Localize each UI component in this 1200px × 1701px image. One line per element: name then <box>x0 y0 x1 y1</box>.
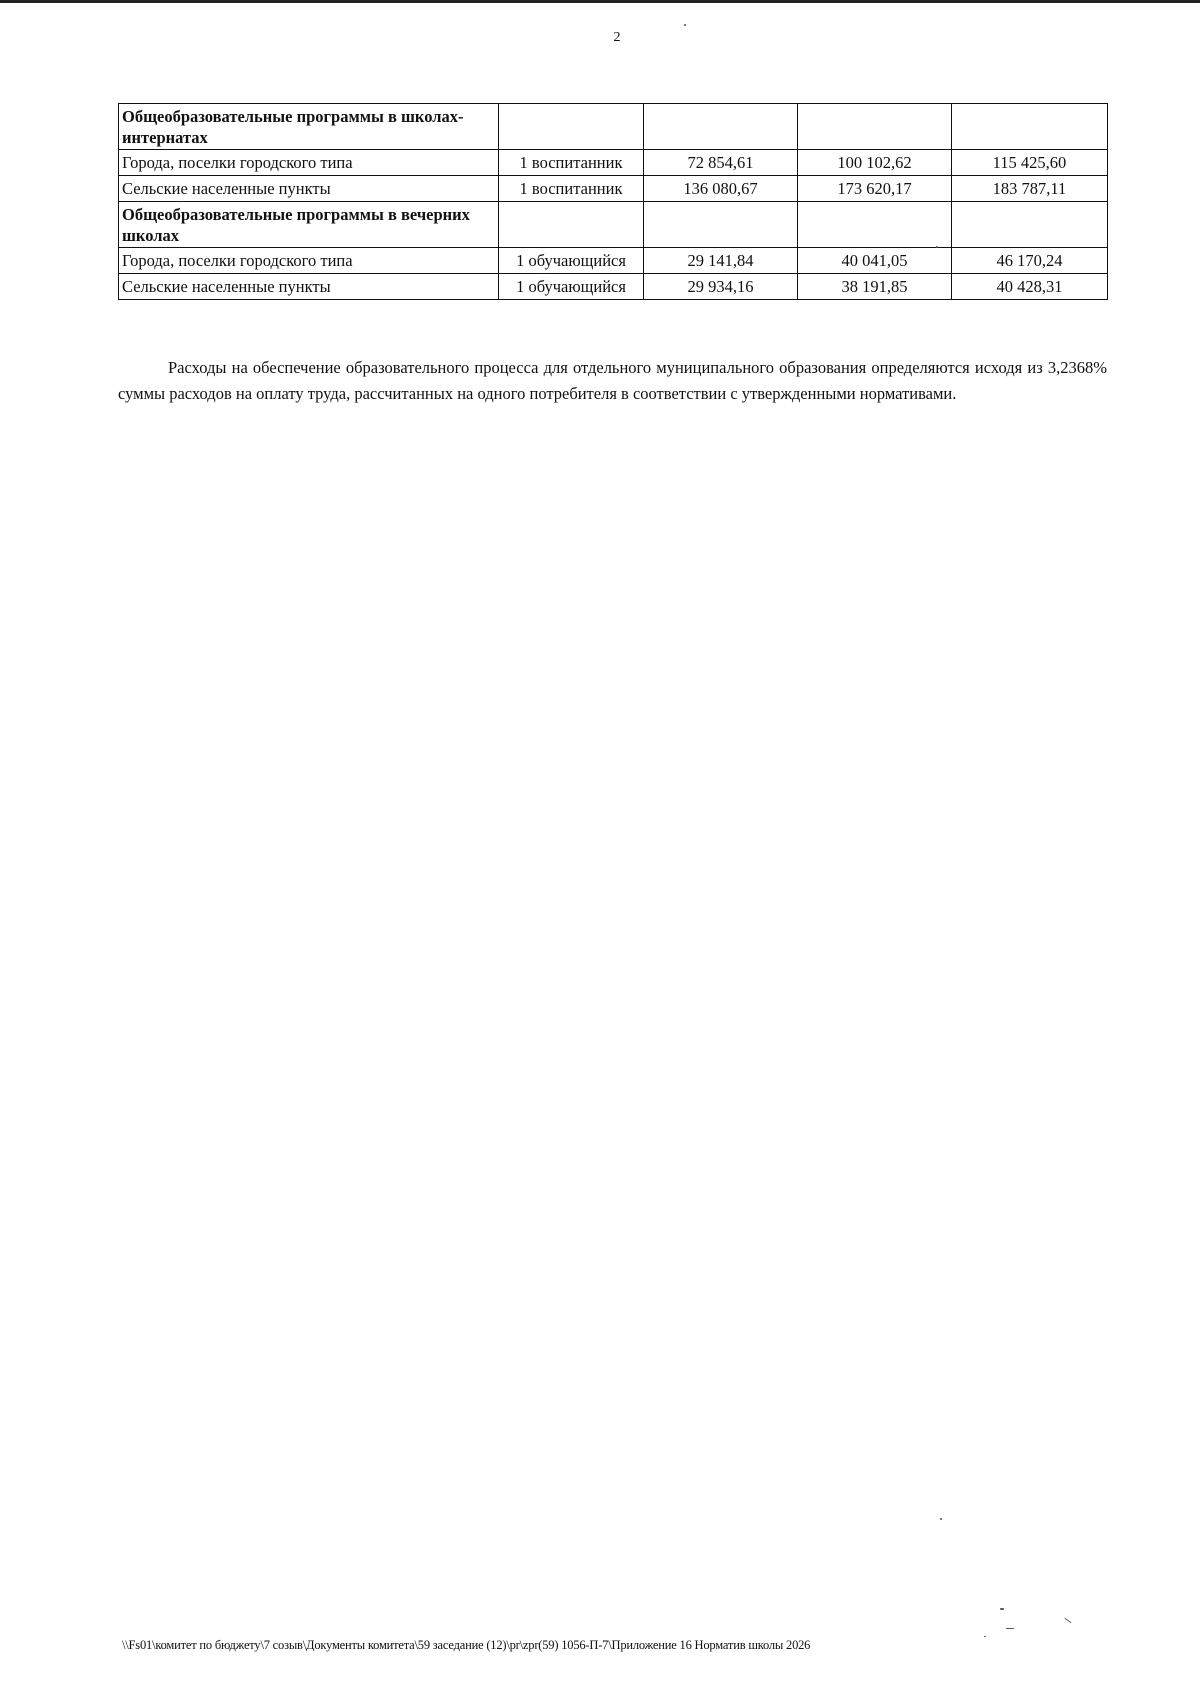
row-value-2: 173 620,17 <box>798 176 952 202</box>
row-name: Города, поселки городского типа <box>119 150 499 176</box>
table-row <box>119 150 1108 176</box>
empty-cell <box>798 104 952 150</box>
row-value-1: 29 141,84 <box>644 248 798 274</box>
table-row <box>119 248 1108 274</box>
footer-file-path: \\Fs01\комитет по бюджету\7 созыв\Документы комитета\59 заседание (12)\pr\zpr(59) 1056-П-7\Приложение 16 Норматив школы 2026 <box>122 1638 811 1652</box>
row-unit: 1 обучающийся <box>499 274 644 300</box>
row-value-3: 40 428,31 <box>952 274 1108 300</box>
empty-cell <box>644 202 798 248</box>
scan-speck <box>940 1518 942 1520</box>
row-unit: 1 обучающийся <box>499 248 644 274</box>
empty-cell <box>952 202 1108 248</box>
row-value-3: 183 787,11 <box>952 176 1108 202</box>
section-title: Общеобразовательные программы в школах-интернатах <box>119 104 499 150</box>
row-value-2: 38 191,85 <box>798 274 952 300</box>
row-value-3: 46 170,24 <box>952 248 1108 274</box>
row-value-3: 115 425,60 <box>952 150 1108 176</box>
row-name: Сельские населенные пункты <box>119 176 499 202</box>
page-number: 2 <box>613 30 621 45</box>
row-name: Города, поселки городского типа <box>119 248 499 274</box>
row-name: Сельские населенные пункты <box>119 274 499 300</box>
table-section-row <box>119 202 1108 248</box>
row-value-2: 40 041,05 <box>798 248 952 274</box>
scan-speck <box>684 24 686 26</box>
scan-speck <box>984 1636 986 1637</box>
body-paragraph: Расходы на обеспечение образовательного процесса для отдельного муниципального образования определяются исходя из 3,2368% суммы расходов на оплату труда, рассчитанных на одного потребителя в соответствии с утвержденными нормативами. <box>118 357 1107 403</box>
row-unit: 1 воспитанник <box>499 150 644 176</box>
scan-speck <box>1064 1618 1071 1623</box>
table-section-row <box>119 104 1108 150</box>
norms-table <box>118 103 1108 300</box>
empty-cell <box>798 202 952 248</box>
scan-speck <box>1006 1628 1014 1629</box>
row-value-1: 136 080,67 <box>644 176 798 202</box>
scan-speck <box>1000 1608 1004 1610</box>
empty-cell <box>499 202 644 248</box>
empty-cell <box>499 104 644 150</box>
row-unit: 1 воспитанник <box>499 176 644 202</box>
table-row <box>119 274 1108 300</box>
row-value-1: 72 854,61 <box>644 150 798 176</box>
scan-speck <box>936 246 938 248</box>
row-value-2: 100 102,62 <box>798 150 952 176</box>
scan-top-edge <box>0 0 1200 3</box>
table-row <box>119 176 1108 202</box>
row-value-1: 29 934,16 <box>644 274 798 300</box>
empty-cell <box>644 104 798 150</box>
empty-cell <box>952 104 1108 150</box>
section-title: Общеобразовательные программы в вечерних школах <box>119 202 499 248</box>
